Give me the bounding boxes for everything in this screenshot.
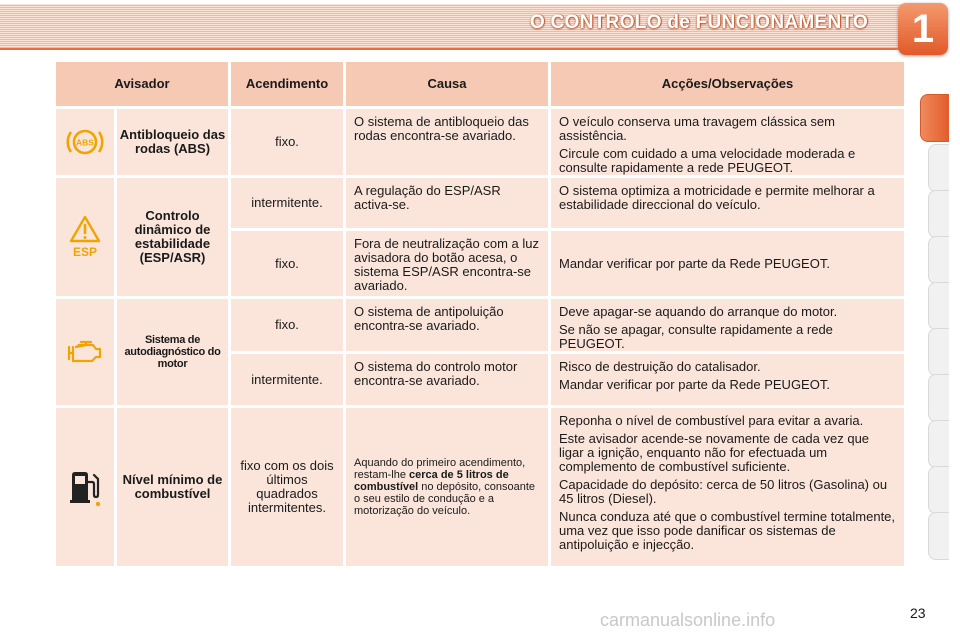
tab-chapter-8[interactable]	[928, 420, 949, 468]
tab-chapter-1[interactable]	[920, 94, 949, 142]
engine-acendimento-1: fixo.	[231, 299, 343, 351]
abs-warning-icon	[56, 109, 114, 175]
svg-text:ABS: ABS	[76, 137, 94, 148]
fuel-name: Nível mínimo de combustível	[117, 408, 228, 566]
tab-chapter-6[interactable]	[928, 328, 949, 376]
esp-causa-2	[346, 231, 548, 296]
engine-accao-1a: Deve apagar-se aquando do arranque do motor.	[559, 304, 838, 319]
fuel-accao-1: Reponha o nível de combustível para evitar a avaria.	[559, 413, 864, 428]
col-header-avisador: Avisador	[56, 62, 228, 106]
fuel-accao-3: Capacidade do depósito: cerca de 50 litros (Gasolina) ou 45 litros (Diesel).	[559, 477, 888, 506]
tab-chapter-9[interactable]	[928, 466, 949, 514]
engine-accoes-1	[551, 299, 904, 351]
esp-accao-2-text: Mandar verificar por parte da Rede PEUGEOT.	[559, 255, 830, 271]
esp-causa-1-text: A regulação do ESP/ASR activa-se.	[354, 183, 501, 212]
fuel-causa	[346, 408, 548, 566]
fuel-acendimento: fixo com os dois últimos quadrados intermitentes.	[231, 408, 343, 566]
tab-chapter-10[interactable]	[928, 512, 949, 560]
fuel-causa-part-b: cerca de 5 litros de combustível	[354, 469, 509, 493]
page-number: 23	[910, 605, 926, 621]
engine-accao-2a: Risco de destruição do catalisador.	[559, 359, 761, 374]
engine-name: Sistema de autodiagnóstico do motor	[117, 299, 228, 405]
fuel-accoes	[551, 408, 904, 566]
tab-chapter-4[interactable]	[928, 236, 949, 284]
abs-accao-2: Circule com cuidado a uma velocidade moderada e consulte rapidamente a rede PEUGEOT.	[559, 146, 856, 175]
chapter-tabs	[928, 66, 960, 576]
tab-chapter-2[interactable]	[928, 144, 949, 192]
engine-causa-2	[346, 354, 548, 405]
tab-chapter-5[interactable]	[928, 282, 949, 330]
engine-causa-1-text: O sistema de antipoluição encontra-se avariado.	[354, 304, 504, 333]
engine-warning-icon	[56, 299, 114, 405]
engine-acendimento-2: intermitente.	[231, 354, 343, 405]
col-header-accoes: Acções/Observações	[551, 62, 904, 106]
esp-warning-icon	[56, 178, 114, 296]
esp-accoes-2	[551, 231, 904, 296]
abs-accao-1: O veículo conserva uma travagem clássica sem assistência.	[559, 114, 835, 143]
esp-accao-1-text: O sistema optimiza a motricidade e permite melhorar a estabilidade direccional do veículo.	[559, 183, 875, 212]
page-header	[0, 0, 960, 58]
footer-watermark: carmanualsonline.info	[600, 610, 776, 630]
chapter-badge	[898, 3, 948, 55]
fuel-causa-part-c: no depósito, consoante o seu estilo de condução e a motorização do veículo.	[354, 481, 535, 517]
esp-causa-1	[346, 178, 548, 228]
esp-acendimento-2: fixo.	[231, 231, 343, 296]
col-header-causa: Causa	[346, 62, 548, 106]
engine-causa-1	[346, 299, 548, 351]
col-header-acendimento: Acendimento	[231, 62, 343, 106]
engine-accao-2b: Mandar verificar por parte da Rede PEUGEOT.	[559, 377, 830, 392]
tab-chapter-7[interactable]	[928, 374, 949, 422]
esp-acendimento-1: intermitente.	[231, 178, 343, 228]
abs-accoes	[551, 109, 904, 175]
fuel-accao-4: Nunca conduza até que o combustível termine totalmente, uma vez que isso pode danificar os sistemas de antipoluição e injecção.	[559, 509, 896, 552]
tab-chapter-3[interactable]	[928, 190, 949, 238]
engine-accao-1b: Se não se apagar, consulte rapidamente a rede PEUGEOT.	[559, 322, 833, 351]
abs-acendimento: fixo.	[231, 109, 343, 175]
engine-accoes-2	[551, 354, 904, 405]
fuel-causa-text	[354, 457, 540, 517]
esp-accoes-1	[551, 178, 904, 228]
abs-causa-text: O sistema de antibloqueio das rodas encontra-se avariado.	[354, 114, 529, 143]
abs-causa	[346, 109, 548, 175]
abs-name: Antibloqueio das rodas (ABS)	[117, 109, 228, 175]
page-title: O CONTROLO de FUNCIONAMENTO	[530, 12, 869, 33]
esp-name: Controlo dinâmico de estabilidade (ESP/ASR)	[117, 178, 228, 296]
fuel-warning-icon	[56, 408, 114, 566]
esp-causa-2-text: Fora de neutralização com a luz avisadora do botão acesa, o sistema ESP/ASR encontra-se avariado.	[354, 236, 539, 293]
chapter-number: 1	[911, 7, 935, 51]
esp-icon-label: ESP	[72, 245, 98, 259]
engine-causa-2-text: O sistema do controlo motor encontra-se avariado.	[354, 359, 518, 388]
fuel-causa-part-a: Aquando do primeiro acendimento, restam-lhe	[354, 457, 526, 481]
fuel-accao-2: Este avisador acende-se novamente de cada vez que ligar a ignição, enquanto não for efectuada um complemento de combustível suficiente.	[559, 431, 870, 474]
